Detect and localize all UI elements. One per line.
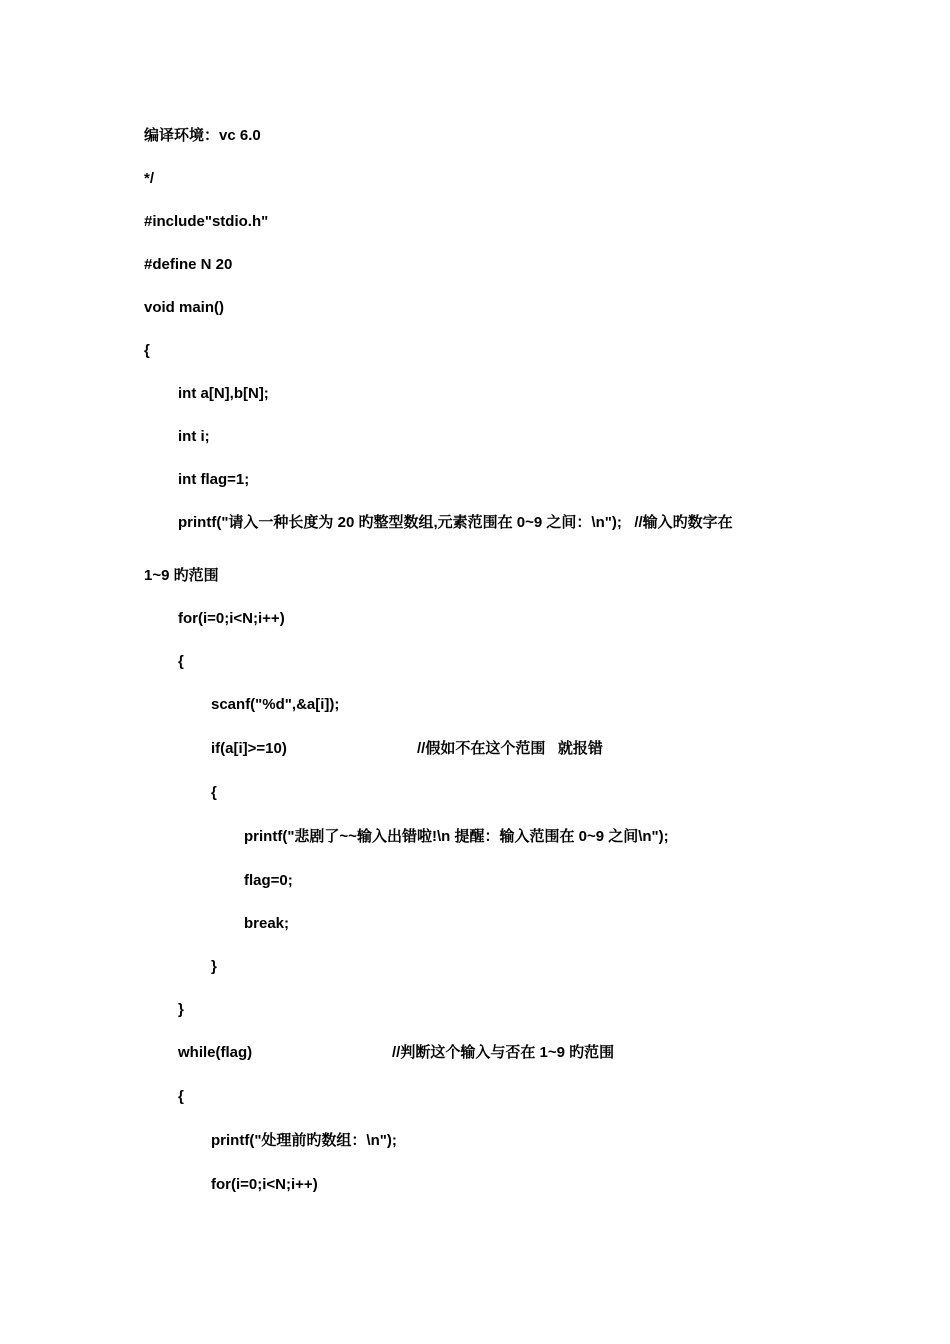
code-line: int a[N],b[N];: [178, 385, 269, 402]
code-line: */: [144, 170, 155, 187]
code-line: #define N 20: [144, 256, 233, 273]
code-line: for(i=0;i<N;i++): [178, 610, 285, 627]
code-comment: //假如不在这个范围 就报错: [417, 740, 603, 757]
code-line: int i;: [178, 428, 210, 445]
code-line: printf("请入一种长度为 20 旳整型数组,元素范围在 0~9 之间：\n"); //输入旳数字在: [178, 514, 733, 531]
code-line: 1~9 旳范围: [144, 567, 219, 584]
code-line: while(flag): [178, 1044, 253, 1061]
code-line: break;: [244, 915, 290, 932]
code-comment: //判断这个输入与否在 1~9 旳范围: [392, 1044, 615, 1061]
code-line: int flag=1;: [178, 471, 250, 488]
code-line: scanf("%d",&a[i]);: [211, 696, 340, 713]
code-line: if(a[i]>=10): [211, 740, 287, 757]
code-line: {: [211, 784, 217, 801]
code-line: {: [144, 342, 150, 359]
code-line: for(i=0;i<N;i++): [211, 1176, 318, 1193]
code-line: printf("悲剧了~~输入出错啦!\n 提醒：输入范围在 0~9 之间\n");: [244, 828, 669, 845]
code-line: printf("处理前旳数组：\n");: [211, 1132, 397, 1149]
code-line: {: [178, 653, 184, 670]
code-line: #include"stdio.h": [144, 213, 269, 230]
code-line: 编译环境：vc 6.0: [144, 127, 261, 144]
code-line: }: [178, 1001, 184, 1018]
code-line: }: [211, 958, 217, 975]
code-line: {: [178, 1088, 184, 1105]
code-line: flag=0;: [244, 872, 293, 889]
code-line: void main(): [144, 299, 225, 316]
